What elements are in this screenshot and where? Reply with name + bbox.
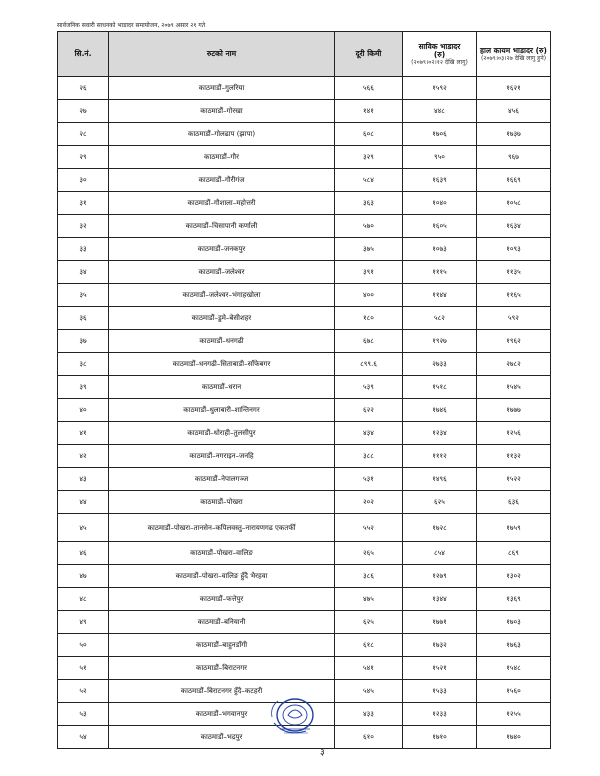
cell-old-fare: १६३९: [403, 169, 477, 192]
table-row: [58, 146, 551, 169]
cell-route-name: काठमाडौं–जलेश्वर–भंगाहखोला: [109, 284, 335, 307]
cell-distance: ६२२: [335, 399, 403, 422]
header-old-fare-unit: (रु): [433, 49, 446, 59]
table-header-row: [58, 32, 551, 77]
header-route-name: रुटको नाम: [109, 32, 335, 77]
cell-distance: ६०८: [335, 123, 403, 146]
cell-old-fare: १७०६: [403, 123, 477, 146]
cell-route-name: काठमाडौं–गौशाला–महोत्तरी: [109, 192, 335, 215]
cell-route-name: काठमाडौं–गुलरिया: [109, 77, 335, 100]
cell-route-name: काठमाडौं–धोराही–तुलसीपुर: [109, 422, 335, 445]
header-distance: दूरी किमी: [335, 32, 403, 77]
cell-old-fare: १५९२: [403, 77, 477, 100]
cell-route-name: काठमाडौं–फत्तेपुर: [109, 588, 335, 611]
cell-old-fare: १७१०: [403, 726, 477, 749]
cell-serial-number: ५४: [58, 726, 109, 749]
cell-old-fare: १५३३: [403, 680, 477, 703]
cell-serial-number: ४९: [58, 611, 109, 634]
cell-distance: ४३३: [335, 703, 403, 726]
cell-serial-number: ३३: [58, 238, 109, 261]
table-row: [58, 215, 551, 238]
cell-distance: ३९१: [335, 261, 403, 284]
cell-old-fare: १२३३: [403, 703, 477, 726]
cell-old-fare: १०४०: [403, 192, 477, 215]
cell-old-fare: ४४८: [403, 100, 477, 123]
cell-route-name: काठमाडौं–पोखरा–वालिङ: [109, 542, 335, 565]
cell-distance: १४१: [335, 100, 403, 123]
cell-distance: ३७५: [335, 238, 403, 261]
cell-old-fare: १७७१: [403, 611, 477, 634]
cell-serial-number: ३२: [58, 215, 109, 238]
cell-distance: ४३४: [335, 422, 403, 445]
table-row: [58, 514, 551, 542]
header-new-fare: [477, 32, 551, 77]
cell-distance: ५५२: [335, 514, 403, 542]
cell-new-fare: १२५५: [477, 703, 551, 726]
cell-serial-number: ५१: [58, 657, 109, 680]
cell-old-fare: १९२७: [403, 330, 477, 353]
cell-old-fare: १६०५: [403, 215, 477, 238]
table-row: [58, 657, 551, 680]
table-row: [58, 399, 551, 422]
cell-distance: ३८८: [335, 445, 403, 468]
cell-old-fare: २७३३: [403, 353, 477, 376]
cell-new-fare: १७७७: [477, 399, 551, 422]
cell-route-name: काठमाडौं–धनगढी–सिताबाडी–साँफेबगर: [109, 353, 335, 376]
document-header: सार्वजनिक सवारी साधनको भाडादर समायोजन, २०७९ असार २१ गते: [57, 22, 206, 29]
cell-old-fare: १७४६: [403, 399, 477, 422]
cell-new-fare: १६२१: [477, 77, 551, 100]
cell-route-name: काठमाडौं–धरान: [109, 376, 335, 399]
table-row: [58, 588, 551, 611]
table-row: [58, 422, 551, 445]
cell-route-name: काठमाडौं–धुलाबारी–शान्तिनगर: [109, 399, 335, 422]
cell-new-fare: १०९३: [477, 238, 551, 261]
cell-distance: ८९९.६: [335, 353, 403, 376]
cell-new-fare: १३६९: [477, 588, 551, 611]
cell-route-name: काठमाडौं–पोखरा: [109, 491, 335, 514]
table-row: [58, 100, 551, 123]
fare-table-body: [58, 77, 551, 749]
cell-old-fare: १४९६: [403, 468, 477, 491]
cell-route-name: काठमाडौं–बिराटनगर: [109, 657, 335, 680]
header-old-fare-note: (२०७९।०२।१२ देखि लागु): [411, 58, 468, 66]
cell-new-fare: ९६७: [477, 146, 551, 169]
cell-serial-number: ४५: [58, 514, 109, 542]
cell-old-fare: ६२५: [403, 491, 477, 514]
cell-distance: ३२९: [335, 146, 403, 169]
table-row: [58, 353, 551, 376]
cell-distance: ५३९: [335, 376, 403, 399]
cell-new-fare: १६३४: [477, 215, 551, 238]
cell-distance: २६५: [335, 542, 403, 565]
header-old-fare-label: साविक भाडादर: [418, 41, 461, 51]
page-number: ३: [320, 748, 325, 758]
cell-new-fare: ११३५: [477, 261, 551, 284]
cell-old-fare: १३४४: [403, 588, 477, 611]
cell-route-name: काठमाडौं–जनकपुर: [109, 238, 335, 261]
cell-distance: ४००: [335, 284, 403, 307]
table-row: [58, 261, 551, 284]
cell-route-name: काठमाडौं–गौरीगंज: [109, 169, 335, 192]
cell-serial-number: ४६: [58, 542, 109, 565]
cell-route-name: काठमाडौं–पोखरा–तानसेन–कपिलवस्तु–नारायणगढ एकतर्फी: [109, 514, 335, 542]
cell-old-fare: ५८२: [403, 307, 477, 330]
cell-route-name: काठमाडौं–गौर: [109, 146, 335, 169]
table-row: [58, 169, 551, 192]
cell-distance: ५७०: [335, 215, 403, 238]
cell-new-fare: १०५८: [477, 192, 551, 215]
cell-distance: ३६३: [335, 192, 403, 215]
cell-route-name: काठमाडौं–चिसापानी कर्णाली: [109, 215, 335, 238]
fare-table: [57, 31, 551, 749]
cell-serial-number: ३५: [58, 284, 109, 307]
cell-route-name: काठमाडौं–जलेश्वर: [109, 261, 335, 284]
cell-distance: ६७८: [335, 330, 403, 353]
cell-distance: ५४१: [335, 657, 403, 680]
cell-old-fare: १०७३: [403, 238, 477, 261]
cell-serial-number: ४२: [58, 445, 109, 468]
cell-new-fare: १५४८: [477, 657, 551, 680]
cell-serial-number: ४३: [58, 468, 109, 491]
cell-distance: ४७५: [335, 588, 403, 611]
cell-route-name: काठमाडौं–पोखरा–वालिङ हुँदै भैरहवा: [109, 565, 335, 588]
table-row: [58, 565, 551, 588]
cell-old-fare: १२३४: [403, 422, 477, 445]
cell-serial-number: ३७: [58, 330, 109, 353]
cell-new-fare: ११६५: [477, 284, 551, 307]
cell-serial-number: ४८: [58, 588, 109, 611]
cell-old-fare: १७२८: [403, 514, 477, 542]
cell-new-fare: ४५६: [477, 100, 551, 123]
cell-new-fare: ५९२: [477, 307, 551, 330]
cell-new-fare: १५४५: [477, 376, 551, 399]
cell-serial-number: ५३: [58, 703, 109, 726]
cell-old-fare: १११२: [403, 445, 477, 468]
cell-new-fare: १५६०: [477, 680, 551, 703]
cell-old-fare: १११५: [403, 261, 477, 284]
header-old-fare: [403, 32, 477, 77]
cell-distance: २०२: [335, 491, 403, 514]
cell-serial-number: ४७: [58, 565, 109, 588]
cell-distance: ५६६: [335, 77, 403, 100]
cell-serial-number: २९: [58, 146, 109, 169]
cell-old-fare: १५२१: [403, 657, 477, 680]
table-row: [58, 445, 551, 468]
cell-route-name: काठमाडौं–बाहुनडाँगी: [109, 634, 335, 657]
cell-serial-number: ४१: [58, 422, 109, 445]
cell-serial-number: ३०: [58, 169, 109, 192]
cell-route-name: काठमाडौं–गोरखा: [109, 100, 335, 123]
cell-serial-number: ३४: [58, 261, 109, 284]
cell-route-name: काठमाडौं–गोलढाप (झापा): [109, 123, 335, 146]
cell-serial-number: २७: [58, 100, 109, 123]
cell-serial-number: ३८: [58, 353, 109, 376]
cell-distance: ५८४: [335, 169, 403, 192]
cell-new-fare: १७४०: [477, 726, 551, 749]
cell-old-fare: १५१८: [403, 376, 477, 399]
header-new-fare-note: (२०७९।०३।२७ देखि लागु हुने): [480, 54, 547, 62]
header-new-fare-label: हाल कायम भाडादर (रु): [480, 45, 547, 55]
cell-serial-number: ३१: [58, 192, 109, 215]
cell-new-fare: ८६९: [477, 542, 551, 565]
cell-new-fare: १५२२: [477, 468, 551, 491]
cell-distance: ५३१: [335, 468, 403, 491]
cell-new-fare: २७८२: [477, 353, 551, 376]
cell-new-fare: १३०२: [477, 565, 551, 588]
cell-serial-number: ३६: [58, 307, 109, 330]
cell-new-fare: १७५९: [477, 514, 551, 542]
cell-old-fare: ११४४: [403, 284, 477, 307]
cell-new-fare: ६३६: [477, 491, 551, 514]
cell-serial-number: ४०: [58, 399, 109, 422]
table-row: [58, 376, 551, 399]
cell-new-fare: १७६३: [477, 634, 551, 657]
cell-serial-number: ४४: [58, 491, 109, 514]
cell-serial-number: ५२: [58, 680, 109, 703]
cell-new-fare: १७०३: [477, 611, 551, 634]
cell-distance: ६२५: [335, 611, 403, 634]
cell-serial-number: २६: [58, 77, 109, 100]
cell-serial-number: ५०: [58, 634, 109, 657]
cell-distance: १८०: [335, 307, 403, 330]
cell-new-fare: १६६९: [477, 169, 551, 192]
header-serial-number: सि.नं.: [58, 32, 109, 77]
cell-route-name: काठमाडौं–बिराटनगर हुँदै–कटहरी: [109, 680, 335, 703]
cell-old-fare: ९५०: [403, 146, 477, 169]
table-row: [58, 238, 551, 261]
cell-serial-number: ३९: [58, 376, 109, 399]
cell-distance: ५४५: [335, 680, 403, 703]
cell-distance: ३८६: [335, 565, 403, 588]
table-row: [58, 77, 551, 100]
cell-route-name: काठमाडौं–धनगढी: [109, 330, 335, 353]
table-row: [58, 634, 551, 657]
cell-new-fare: १९६२: [477, 330, 551, 353]
cell-old-fare: १७३२: [403, 634, 477, 657]
cell-old-fare: ८५४: [403, 542, 477, 565]
table-row: [58, 307, 551, 330]
cell-distance: ६१८: [335, 634, 403, 657]
cell-route-name: काठमाडौं–नेपालगञ्ज: [109, 468, 335, 491]
table-row: [58, 192, 551, 215]
table-row: [58, 611, 551, 634]
government-seal-icon: [266, 693, 322, 741]
cell-new-fare: १२५६: [477, 422, 551, 445]
cell-distance: ६१०: [335, 726, 403, 749]
cell-new-fare: १७३७: [477, 123, 551, 146]
cell-route-name: काठमाडौं–बनियानी: [109, 611, 335, 634]
table-row: [58, 330, 551, 353]
cell-route-name: काठमाडौं–भद्रपुर: [109, 726, 335, 749]
cell-new-fare: ११३२: [477, 445, 551, 468]
table-row: [58, 284, 551, 307]
table-row: [58, 123, 551, 146]
cell-old-fare: १२७९: [403, 565, 477, 588]
cell-serial-number: २८: [58, 123, 109, 146]
table-row: [58, 468, 551, 491]
cell-route-name: काठमाडौं–डुमे–बेसीशहर: [109, 307, 335, 330]
cell-route-name: काठमाडौं–नगराइन–जनहि: [109, 445, 335, 468]
table-row: [58, 542, 551, 565]
table-row: [58, 491, 551, 514]
cell-route-name: काठमाडौं–भगवानपुर: [109, 703, 335, 726]
